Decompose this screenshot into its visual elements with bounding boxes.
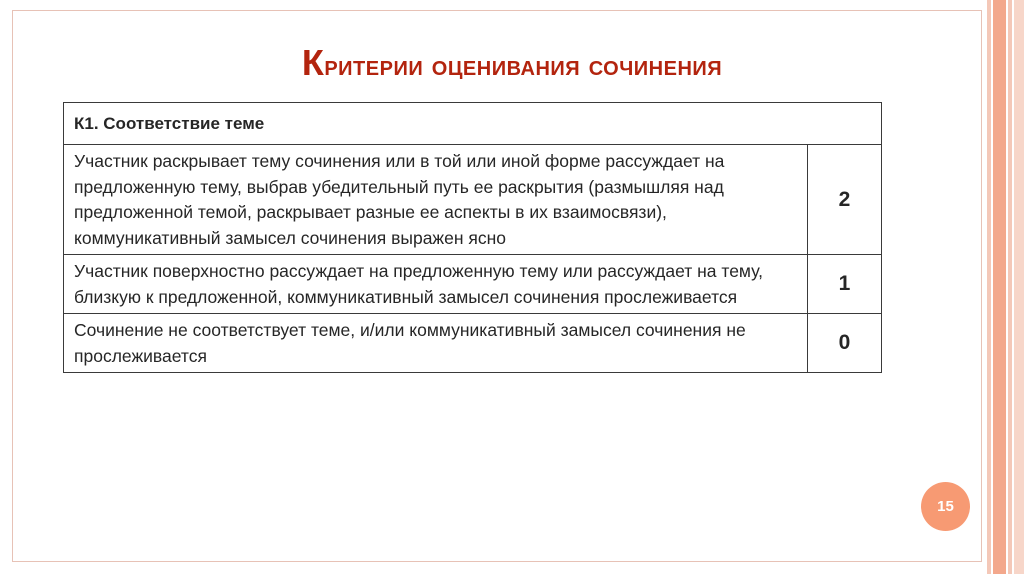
criterion-header: К1. Соответствие теме: [64, 103, 882, 145]
criterion-score: 2: [808, 145, 882, 255]
criterion-description: Участник поверхностно рассуждает на предложенную тему или рассуждает на тему, близкую к предложенной, коммуникативный замысел сочинения прослеживается: [64, 255, 808, 314]
table-header-row: [64, 103, 882, 145]
page-number-badge: 15: [921, 482, 970, 531]
table-row: [64, 145, 882, 255]
table-row: [64, 314, 882, 373]
decorative-stripe: [1014, 0, 1024, 574]
slide-title: [0, 42, 1024, 84]
slide-title-initial: К: [301, 42, 325, 83]
slide-title-rest: ритерии оценивания сочинения: [324, 50, 723, 82]
criterion-score: 0: [808, 314, 882, 373]
criteria-table: [63, 102, 882, 373]
criterion-description: Участник раскрывает тему сочинения или в той или иной форме рассуждает на предложенную тему, выбрав убедительный путь ее раскрытия (размышляя над предложенной темой, раскрывает разные ее аспекты в их взаимосвязи), коммуникативный замысел сочинения выражен ясно: [64, 145, 808, 255]
criterion-description: Сочинение не соответствует теме, и/или коммуникативный замысел сочинения не прослеживается: [64, 314, 808, 373]
criterion-score: 1: [808, 255, 882, 314]
table-row: [64, 255, 882, 314]
decorative-stripe: [987, 0, 991, 574]
decorative-stripe: [993, 0, 1006, 574]
decorative-stripe: [1008, 0, 1012, 574]
